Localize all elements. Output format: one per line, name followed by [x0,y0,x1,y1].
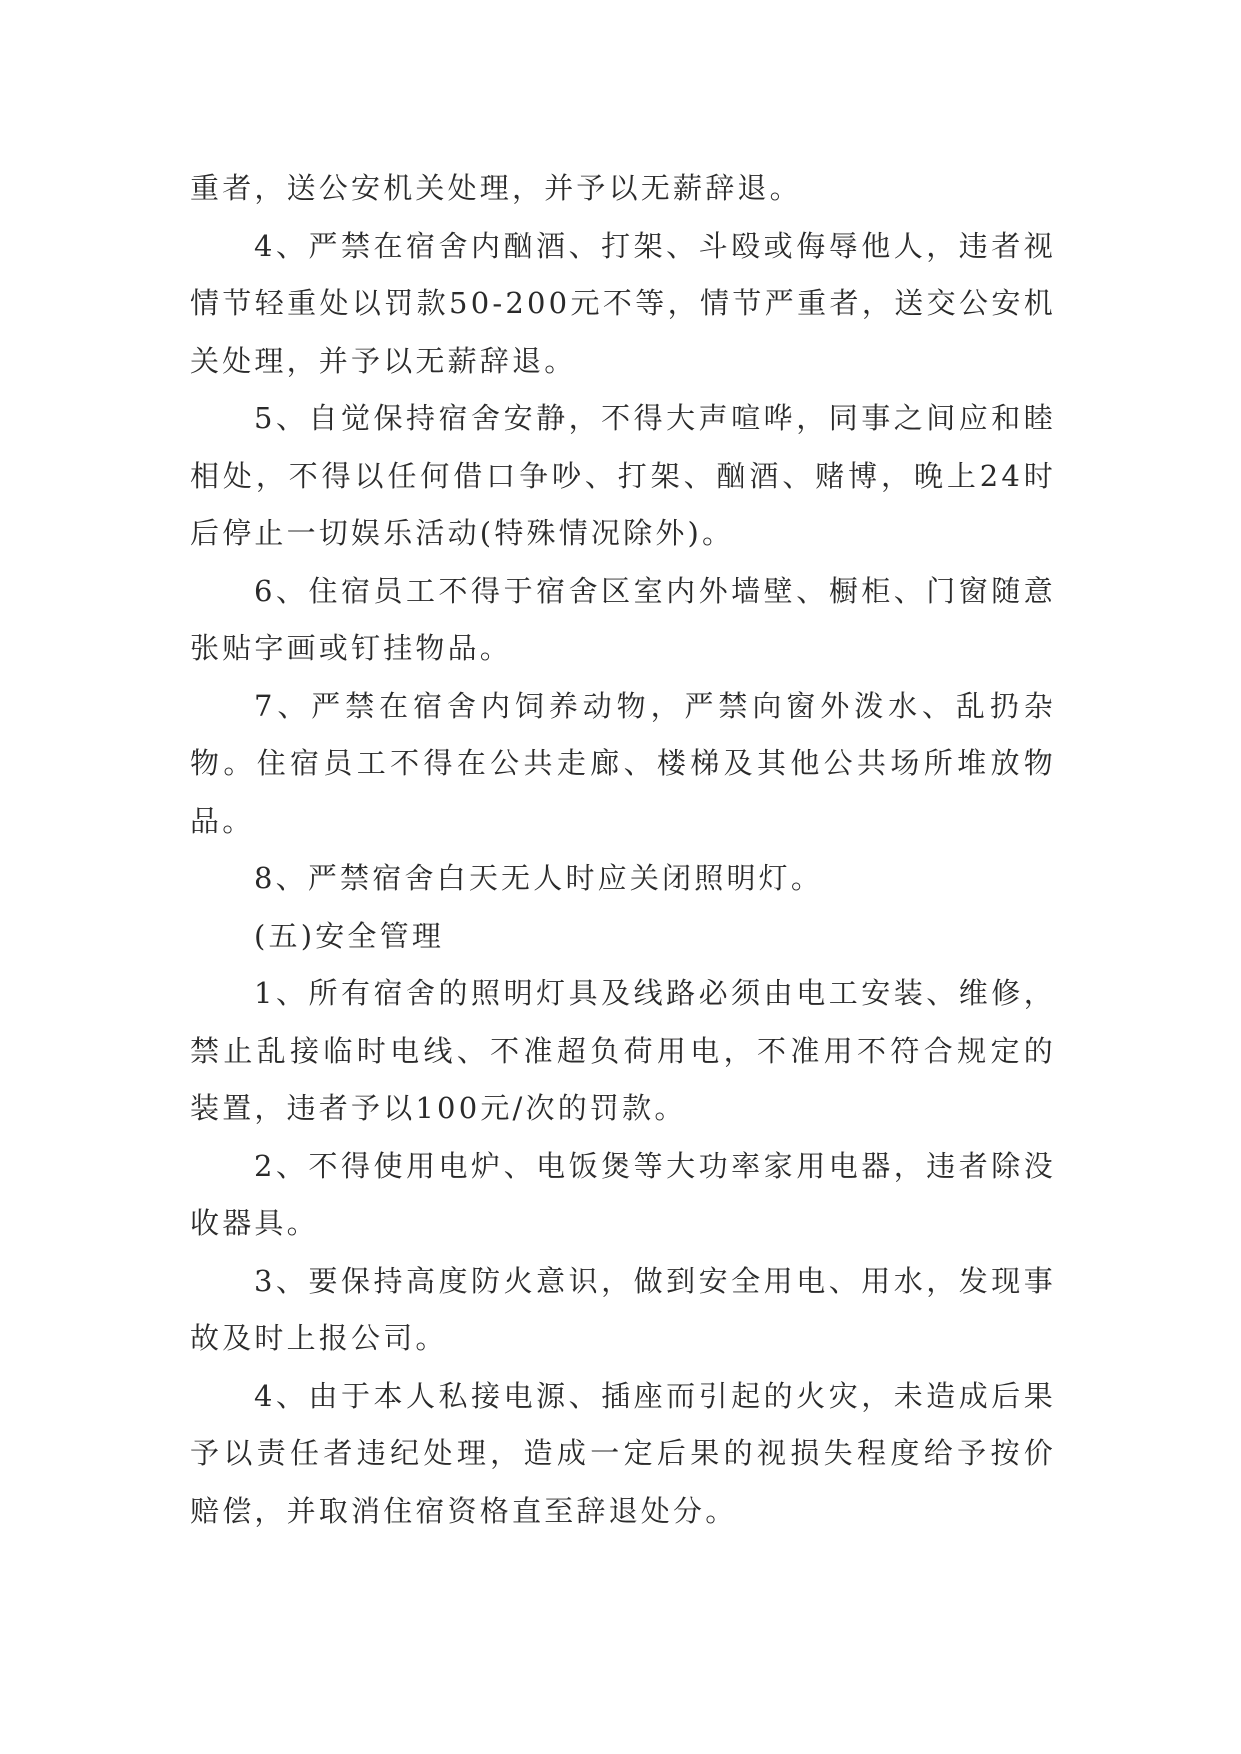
section-heading-safety: (五)安全管理 [254,918,445,953]
safety-item-4: 4、由于本人私接电源、插座而引起的火灾，未造成后果予以责任者违纪处理，造成一定后果的视损失程度给予按价赔偿，并取消住宿资格直至辞退处分。 [190,1378,1056,1528]
rule-item-8: 8、严禁宿舍白天无人时应关闭照明灯。 [254,861,824,895]
safety-item-3: 3、要保持高度防火意识，做到安全用电、用水，发现事故及时上报公司。 [190,1263,1056,1355]
document-body [190,160,1056,1540]
safety-item-1: 1、所有宿舍的照明灯具及线路必须由电工安装、维修，禁止乱接临时电线、不准超负荷用电，不准用不符合规定的装置，违者予以100元/次的罚款。 [190,976,1056,1125]
rule-item-5: 5、自觉保持宿舍安静，不得大声喧哗，同事之间应和睦相处，不得以任何借口争吵、打架、酗酒、赌博，晚上24时后停止一切娱乐活动(特殊情况除外)。 [190,401,1056,550]
safety-item-2: 2、不得使用电炉、电饭煲等大功率家用电器，违者除没收器具。 [190,1148,1056,1240]
rule-item-6: 6、住宿员工不得于宿舍区室内外墙壁、橱柜、门窗随意张贴字画或钉挂物品。 [190,573,1056,665]
paragraph-continuation: 重者，送公安机关处理，并予以无薪辞退。 [190,171,802,205]
rule-item-4: 4、严禁在宿舍内酗酒、打架、斗殴或侮辱他人，违者视情节轻重处以罚款50-200元不等，情节严重者，送交公安机关处理，并予以无薪辞退。 [190,228,1056,378]
rule-item-7: 7、严禁在宿舍内饲养动物，严禁向窗外泼水、乱扔杂物。住宿员工不得在公共走廊、楼梯及其他公共场所堆放物品。 [190,688,1056,838]
